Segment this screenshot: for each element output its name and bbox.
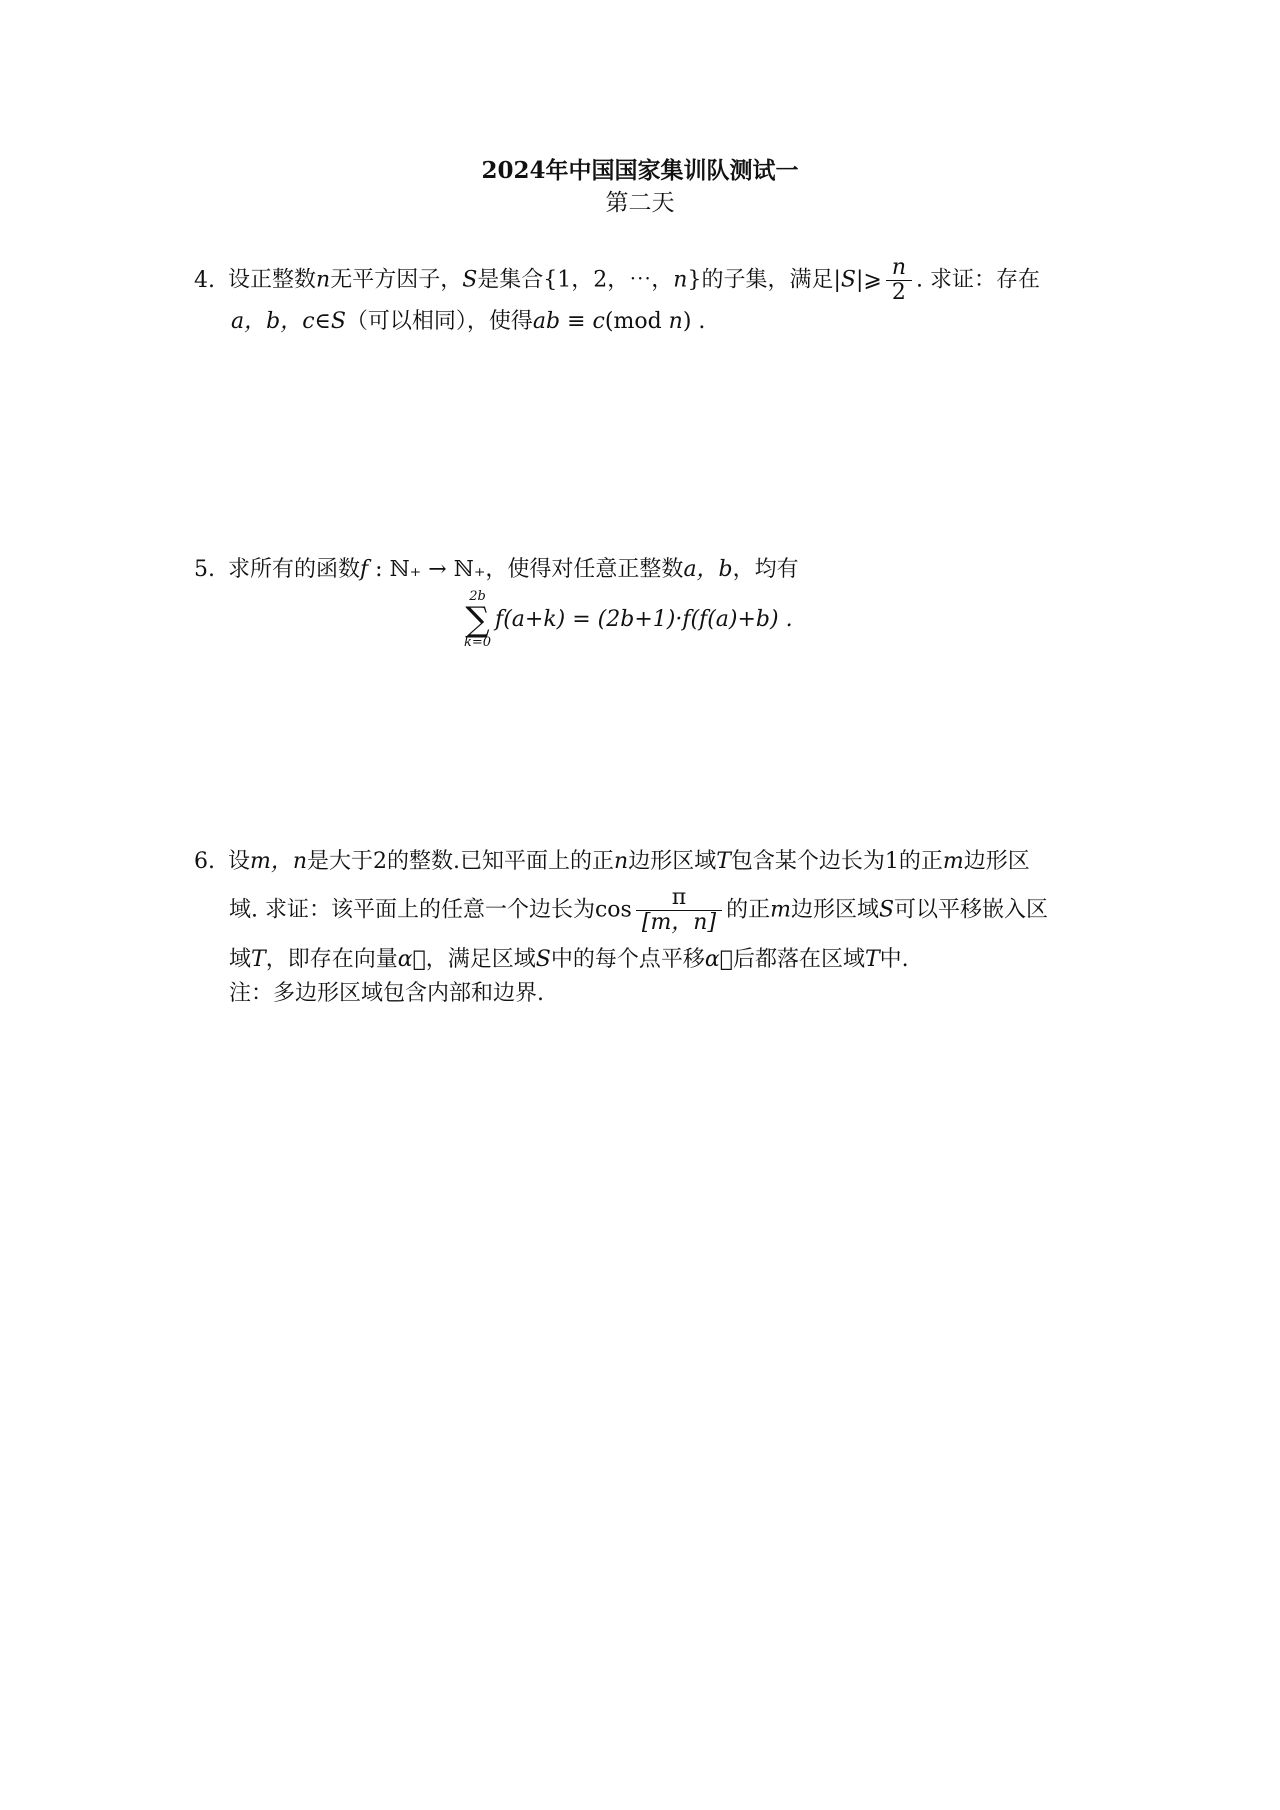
math-var: n	[673, 267, 688, 293]
problem-5-formula	[464, 590, 793, 650]
sum-upper-limit: 2b	[469, 589, 486, 604]
text: 域	[229, 947, 252, 972]
problem-6-line-3	[229, 944, 909, 976]
math-var: T	[251, 947, 266, 972]
fraction	[886, 256, 912, 305]
fraction-numerator: n	[886, 256, 912, 281]
text: 边形区域	[628, 849, 717, 874]
text: （可以相同），使得	[345, 309, 533, 334]
math-var: m，n	[250, 849, 308, 874]
problem-number: 5.	[194, 557, 215, 582]
math-var: n	[316, 267, 331, 293]
text: 域. 求证：该平面上的任意一个边长为cos	[229, 897, 632, 923]
fraction-denominator: [m，n]	[641, 910, 717, 935]
text: 设	[228, 849, 251, 874]
math-var: ab	[532, 309, 561, 334]
fraction	[636, 886, 722, 935]
text: ) .	[682, 309, 706, 334]
text: 设正整数	[228, 267, 317, 293]
math-var: α⃗	[397, 947, 426, 972]
math-var: S	[878, 897, 895, 923]
text: 求所有的函数	[228, 557, 361, 582]
sigma-icon: ∑	[465, 600, 490, 640]
problem-5-line-1	[194, 554, 799, 586]
math-symbol: ≡	[560, 309, 593, 334]
problem-number: 4.	[194, 267, 215, 293]
fraction-denominator: 2	[891, 280, 906, 305]
text: 无平方因子，	[330, 267, 463, 293]
problem-6-note: 注：多边形区域包含内部和边界.	[229, 981, 544, 1006]
math-var: T	[864, 947, 880, 972]
text: (mod	[604, 309, 669, 334]
formula-text: f(a+k) = (2b+1)·f(f(a)+b) .	[495, 607, 793, 632]
math-symbol: ∈	[314, 309, 331, 334]
math-var: α⃗	[704, 947, 733, 972]
fraction-numerator: π	[636, 886, 722, 911]
problem-6-line-2	[229, 886, 1048, 935]
text: 中的每个点平移	[550, 947, 705, 972]
text: 可以平移嵌入区	[894, 897, 1049, 923]
math-var: S	[330, 309, 346, 334]
text: ，均有	[732, 557, 799, 582]
problem-6-line-1	[194, 846, 1030, 878]
text: : ℕ₊ → ℕ₊，使得对任意正整数	[368, 557, 684, 582]
math-var: m	[770, 897, 791, 923]
text: . 求证：存在	[915, 267, 1040, 293]
page-title: 2024年中国国家集训队测试一	[481, 157, 799, 184]
text: 是集合{1，2，⋯，	[477, 267, 674, 293]
summation	[464, 590, 491, 650]
math-var: n	[614, 849, 629, 874]
math-var: a，b	[683, 557, 733, 582]
math-var: S	[462, 267, 478, 293]
text: ，满足区域	[425, 947, 536, 972]
text: 边形区域	[790, 897, 879, 923]
math-var: T	[716, 849, 731, 874]
text: 包含某个边长为1的正	[730, 849, 943, 874]
problem-number: 6.	[194, 849, 215, 874]
sum-lower-limit: k=0	[464, 635, 492, 650]
math-var: c	[592, 309, 605, 334]
text: 的正	[726, 897, 771, 923]
text: 后都落在区域	[732, 947, 865, 972]
page-subtitle: 第二天	[605, 190, 675, 216]
text: |⩾	[855, 267, 882, 293]
math-var: f	[360, 557, 369, 582]
math-var: S	[535, 947, 551, 972]
text: }的子集，满足|	[687, 267, 841, 293]
text: 中.	[879, 947, 909, 972]
math-var: n	[668, 309, 683, 334]
text: 边形区	[963, 849, 1030, 874]
math-var: S	[840, 267, 856, 293]
math-var: m	[942, 849, 964, 874]
problem-4-line-1	[194, 256, 1040, 305]
text: 是大于2的整数.已知平面上的正	[307, 849, 615, 874]
text: ，即存在向量	[265, 947, 398, 972]
problem-4-line-2	[231, 306, 705, 338]
math-var: a，b，c	[231, 309, 315, 334]
